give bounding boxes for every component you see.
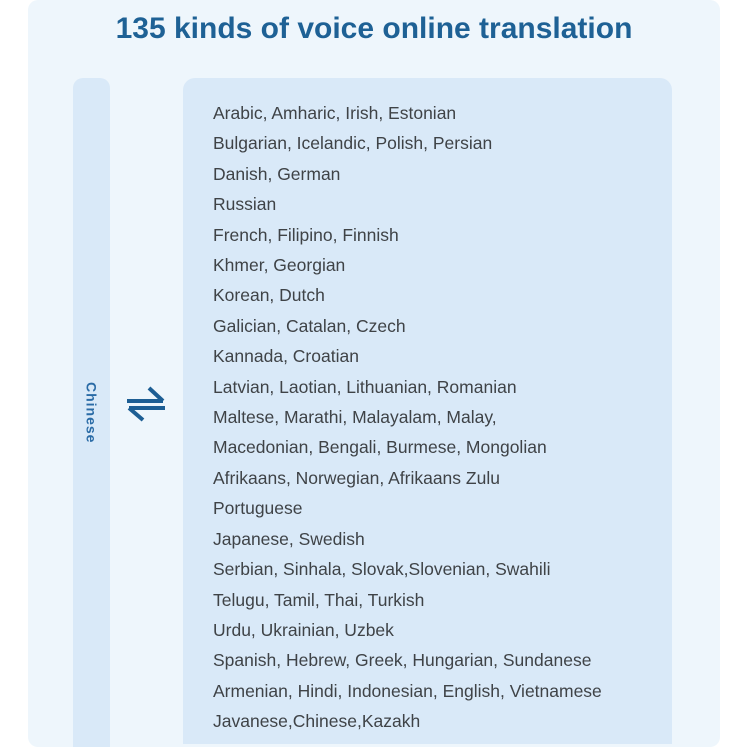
- language-row: Urdu, Ukrainian, Uzbek: [213, 619, 394, 640]
- source-language-bar: [73, 78, 110, 747]
- language-row: Arabic, Amharic, Irish, Estonian: [213, 103, 457, 123]
- language-row: Armenian, Hindi, Indonesian, English, Vietnamese: [213, 680, 602, 701]
- language-row: Serbian, Sinhala, Slovak,Slovenian, Swahili: [213, 559, 551, 580]
- language-row: Korean, Dutch: [213, 285, 325, 306]
- language-row: Telugu, Tamil, Thai, Turkish: [213, 589, 425, 610]
- source-language-label: Chinese: [83, 381, 100, 444]
- language-row: Portuguese: [213, 498, 303, 519]
- swap-translate-arrows-icon: [124, 382, 168, 424]
- language-row: Macedonian, Bengali, Burmese, Mongolian: [213, 437, 547, 458]
- language-row: Maltese, Marathi, Malayalam, Malay,: [213, 407, 497, 428]
- language-row: Khmer, Georgian: [213, 255, 346, 276]
- language-row: Spanish, Hebrew, Greek, Hungarian, Sundanese: [213, 650, 592, 671]
- language-row: Javanese,Chinese,Kazakh: [213, 711, 421, 732]
- language-row: Afrikaans, Norwegian, Afrikaans Zulu: [213, 467, 500, 488]
- language-row: Kannada, Croatian: [213, 346, 359, 367]
- language-row: Latvian, Laotian, Lithuanian, Romanian: [213, 376, 517, 397]
- language-row: Bulgarian, Icelandic, Polish, Persian: [213, 133, 493, 154]
- language-row: Galician, Catalan, Czech: [213, 315, 406, 336]
- language-row: Japanese, Swedish: [213, 528, 365, 549]
- languages-panel: [183, 78, 672, 744]
- page-title: 135 kinds of voice online translation: [115, 12, 633, 45]
- language-row: French, Filipino, Finnish: [213, 224, 399, 245]
- language-row: Russian: [213, 194, 277, 215]
- language-row: Danish, German: [213, 163, 341, 184]
